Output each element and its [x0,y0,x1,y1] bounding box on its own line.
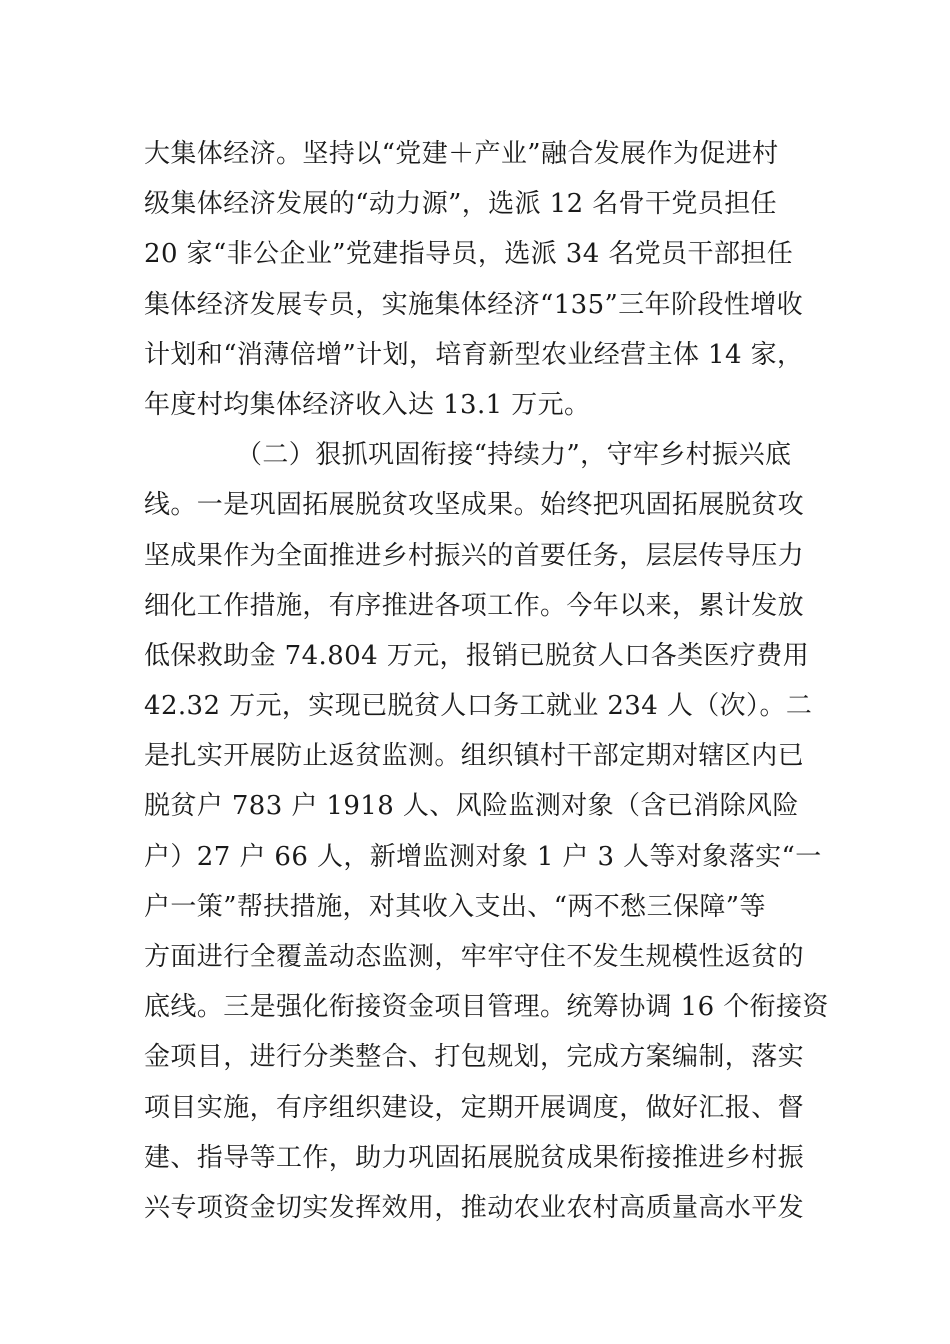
text-line: 42.32 万元，实现已脱贫人口务工就业 234 人（次）。二 [144,691,813,722]
text-line: 低保救助金 74.804 万元，报销已脱贫人口各类医疗费用 [144,640,810,671]
text-line: 20 家“非公企业”党建指导员，选派 34 名党员干部担任 [144,239,794,270]
section-heading-line: （二）狠抓巩固衔接“持续力”，守牢乡村振兴底 [236,440,792,471]
text-line: 方面进行全覆盖动态监测，牢牢守住不发生规模性返贫的 [144,942,805,972]
text-line: 户一策”帮扶措施，对其收入支出、“两不愁三保障”等 [144,891,766,922]
text-line: 线。一是巩固拓展脱贫攻坚成果。始终把巩固拓展脱贫攻 [144,490,805,521]
text-line: 兴专项资金切实发挥效用，推动农业农村高质量高水平发 [144,1192,805,1223]
text-line: 底线。三是强化衔接资金项目管理。统筹协调 16 个衔接资 [144,992,829,1023]
text-line: 户）27 户 66 人，新增监测对象 1 户 3 人等对象落实“一 [144,841,822,872]
text-line: 细化工作措施，有序推进各项工作。今年以来，累计发放 [144,590,805,621]
body-text [144,129,829,1233]
text-line: 是扎实开展防止返贫监测。组织镇村干部定期对辖区内已 [144,741,805,772]
text-line: 金项目，进行分类整合、打包规划，完成方案编制，落实 [144,1042,805,1073]
text-line: 集体经济发展专员，实施集体经济“135”三年阶段性增收 [144,289,804,320]
text-line: 坚成果作为全面推进乡村振兴的首要任务，层层传导压力 [144,540,805,571]
text-line: 建、指导等工作，助力巩固拓展脱贫成果衔接推进乡村振 [144,1142,805,1173]
text-line: 级集体经济发展的“动力源”，选派 12 名骨干党员担任 [144,189,777,220]
text-line: 计划和“消薄倍增”计划，培育新型农业经营主体 14 家， [144,339,804,370]
text-line: 大集体经济。坚持以“党建＋产业”融合发展作为促进村 [144,139,779,169]
text-line: 项目实施，有序组织建设，定期开展调度，做好汇报、督 [144,1092,805,1123]
text-line: 脱贫户 783 户 1918 人、风险监测对象（含已消除风险 [144,791,799,822]
text-line: 年度村均集体经济收入达 13.1 万元。 [144,389,591,420]
